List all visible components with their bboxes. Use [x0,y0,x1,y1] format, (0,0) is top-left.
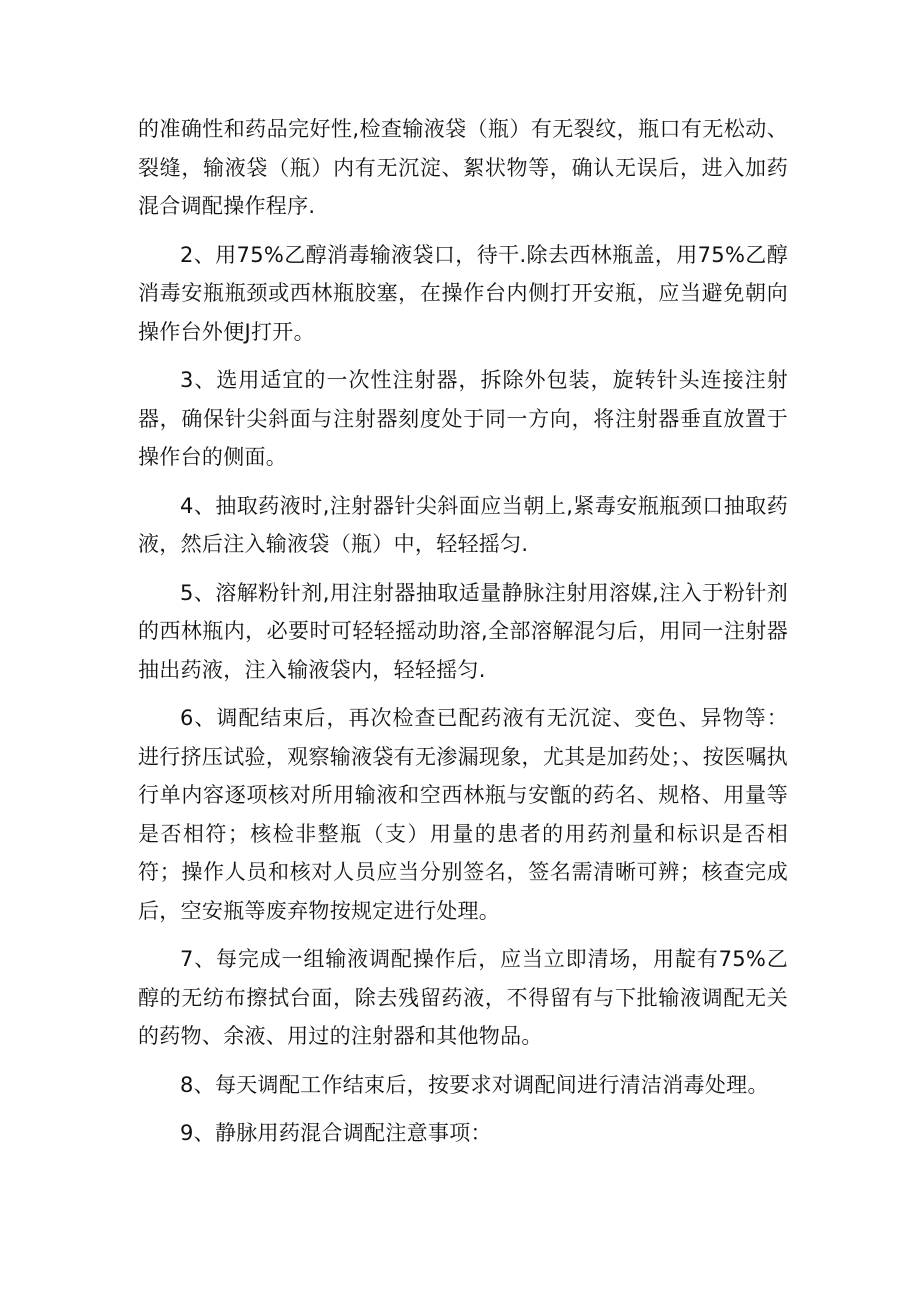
paragraph-step-3: 3、选用适宜的一次性注射器，拆除外包装，旋转针头连接注射器，确保针尖斜面与注射器刻度处于同一方向，将注射器垂直放置于操作台的侧面。 [138,368,788,469]
paragraph-step-2: 2、用75%乙醇消毒输液袋口，待干.除去西林瓶盖，用75%乙醇消毒安瓶瓶颈或西林瓶胶塞，在操作台内侧打开安瓶，应当避免朝向操作台外便J打开。 [138,242,788,344]
document-body [138,110,788,1163]
paragraph-step-6: 6、调配结束后，再次检查已配药液有无沉淀、变色、异物等：进行挤压试验，观察输液袋有无渗漏现象，尤其是加药处；、按医嘱执行单内容逐项核对所用输液和空西林瓶与安甑的药名、规格、用量等是否相符；核检非整瓶（支）用量的患者的用药剂量和标识是否相符；操作人员和核对人员应当分别签名，签名需清晰可辨；核查完成后，空安瓶等废弃物按规定进行处理。 [138,706,788,923]
paragraph-continuation: 的准确性和药品完好性,检查输液袋（瓶）有无裂纹，瓶口有无松动、裂缝，输液袋（瓶）内有无沉淀、絮状物等，确认无误后，进入加药混合调配操作程序. [138,117,788,218]
paragraph-step-5: 5、溶解粉针剂,用注射器抽取适量静脉注射用溶媒,注入于粉针剂的西林瓶内，必要时可轻轻摇动助溶,全部溶解混匀后，用同一注射器抽出药液，注入输液袋内，轻轻摇匀. [138,580,788,682]
paragraph-step-8: 8、每天调配工作结束后，按要求对调配间进行清洁消毒处理。 [180,1072,769,1097]
paragraph-step-4: 4、抽取药液时,注射器针尖斜面应当朝上,紧毒安瓶瓶颈口抽取药液，然后注入输液袋（瓶）中，轻轻摇匀. [138,493,788,556]
paragraph-step-7: 7、每完成一组输液调配操作后，应当立即清场，用靛有75%乙醇的无纺布擦拭台面，除去残留药液，不得留有与下批输液调配无关的药物、余液、用过的注射器和其他物品。 [138,947,788,1048]
paragraph-step-9: 9、静脉用药混合调配注意事项： [180,1121,492,1145]
